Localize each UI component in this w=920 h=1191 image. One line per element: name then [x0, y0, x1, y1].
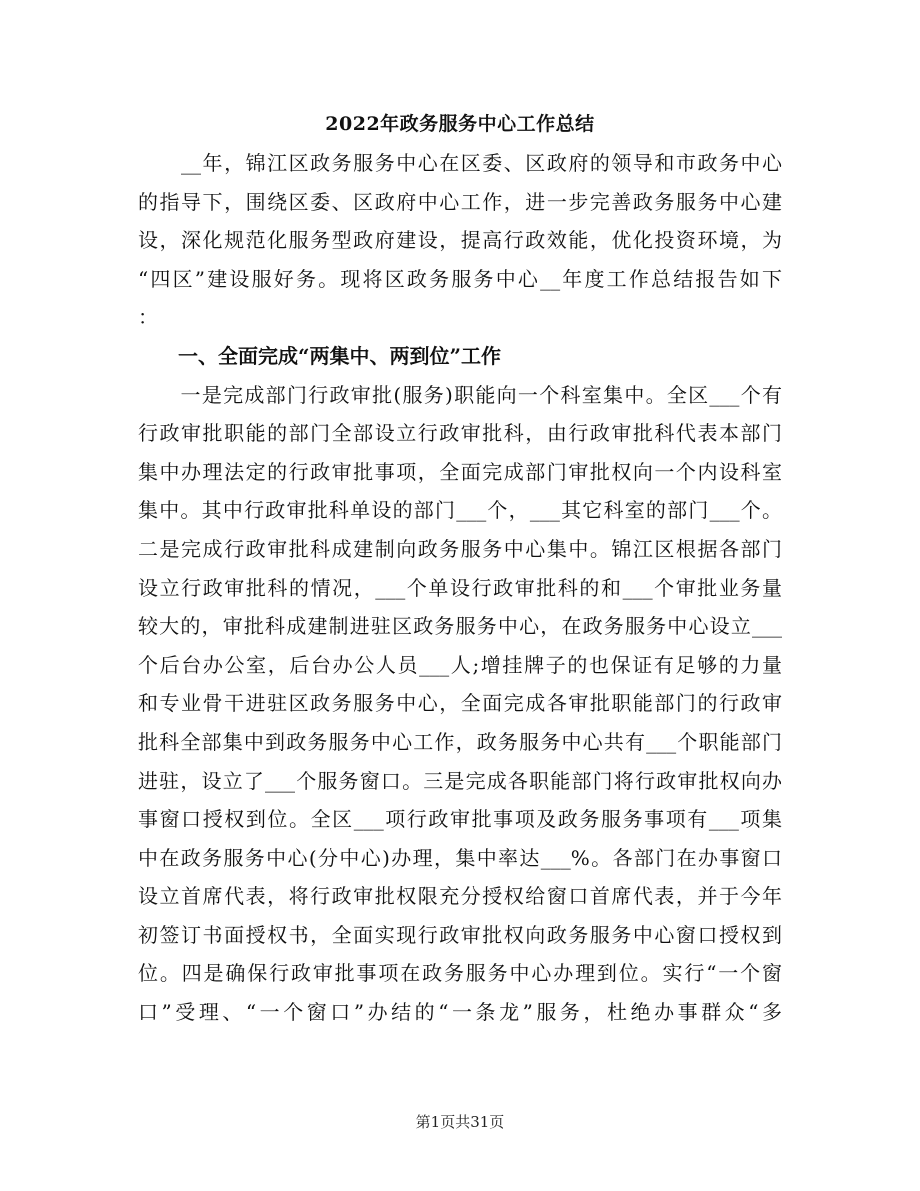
- body-line: 口”受理、“一个窗口”办结的“一条龙”服务，杜绝办事群众“多: [138, 1000, 782, 1025]
- body-line: ：: [138, 305, 158, 330]
- document-body: [138, 144, 782, 1032]
- body-line: “四区”建设服好务。现将区政务服务中心__年度工作总结报告如下: [138, 266, 782, 291]
- body-line: 设，深化规范化服务型政府建设，提高行政效能，优化投资环境，为: [138, 228, 782, 253]
- page-indicator: 第1页共31页: [415, 1113, 505, 1131]
- document-title: 2022年政务服务中心工作总结: [325, 113, 595, 135]
- body-line: 较大的，审批科成建制进驻区政务服务中心，在政务服务中心设立___: [138, 614, 782, 639]
- body-line: 进驻，设立了___个服务窗口。三是完成各职能部门将行政审批权向办: [138, 768, 782, 793]
- body-line: 的指导下，围绕区委、区政府中心工作，进一步完善政务服务中心建: [138, 189, 782, 214]
- body-line: 位。四是确保行政审批事项在政务服务中心办理到位。实行“一个窗: [138, 961, 782, 986]
- body-line: 批科全部集中到政务服务中心工作，政务服务中心共有___个职能部门: [138, 729, 782, 754]
- body-line: __年，锦江区政务服务中心在区委、区政府的领导和市政务中心: [138, 151, 782, 175]
- body-line: 行政审批职能的部门全部设立行政审批科，由行政审批科代表本部门: [138, 421, 782, 446]
- body-line: 设立首席代表，将行政审批权限充分授权给窗口首席代表，并于今年: [138, 884, 782, 909]
- body-line: 集中办理法定的行政审批事项，全面完成部门审批权向一个内设科室: [138, 459, 782, 484]
- body-line: 中在政务服务中心(分中心)办理，集中率达___%。各部门在办事窗口: [138, 845, 782, 870]
- body-line: 个后台办公室，后台办公人员___人;增挂牌子的也保证有足够的力量: [138, 652, 782, 677]
- body-line: 设立行政审批科的情况，___个单设行政审批科的和___个审批业务量: [138, 575, 782, 600]
- body-line: 二是完成行政审批科成建制向政务服务中心集中。锦江区根据各部门: [138, 536, 782, 561]
- body-line: 和专业骨干进驻区政务服务中心，全面完成各审批职能部门的行政审: [138, 691, 782, 716]
- body-line: 事窗口授权到位。全区___项行政审批事项及政务服务事项有___项集: [138, 807, 782, 832]
- section-heading: 一、全面完成“两集中、两到位”工作: [138, 343, 502, 368]
- body-line: 一是完成部门行政审批(服务)职能向一个科室集中。全区___个有: [138, 382, 782, 407]
- body-line: 初签订书面授权书，全面实现行政审批权向政务服务中心窗口授权到: [138, 922, 782, 947]
- body-line: 集中。其中行政审批科单设的部门___个，___其它科室的部门___个。: [138, 498, 782, 523]
